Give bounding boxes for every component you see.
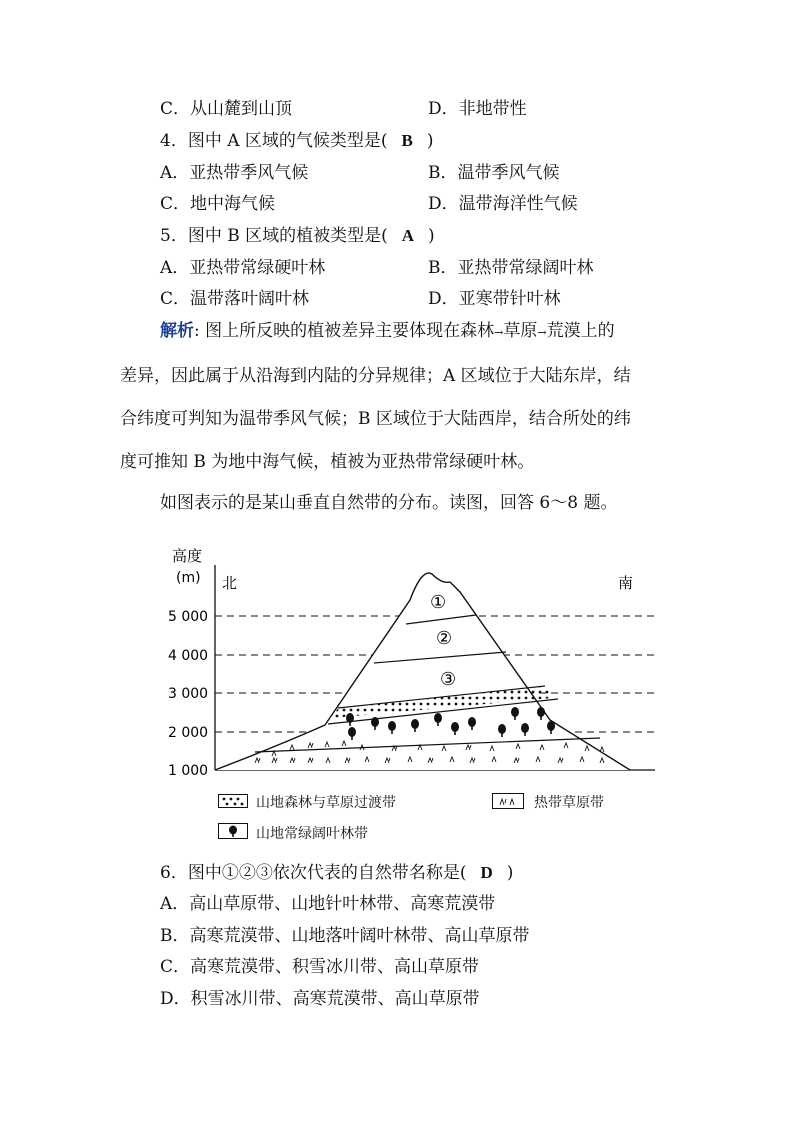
analysis-label: 解析 <box>160 321 194 341</box>
q5-option-b: B．亚热带常绿阔叶林 <box>428 258 594 278</box>
question-5: 5．图中 B 区域的植被类型是( A ) <box>160 226 435 246</box>
answer: A <box>401 226 415 245</box>
north-label: 北 <box>222 574 238 592</box>
question-6: 6．图中①②③依次代表的自然带名称是( D ) <box>160 863 514 883</box>
zone-2-label: ② <box>436 628 453 649</box>
analysis-line-4: 度可推知 B 为地中海气候，植被为亚热带常绿硬叶林。 <box>120 452 535 472</box>
tick-3000: 3 000 <box>168 686 209 702</box>
option-d: D．非地带性 <box>428 99 527 119</box>
q6-option-d: D．积雪冰川带、高寒荒漠带、高山草原带 <box>160 989 480 1009</box>
q4-option-a: A．亚热带季风气候 <box>160 163 309 183</box>
y-axis-label: 高度 <box>172 547 203 565</box>
q4-option-b: B．温带季风气候 <box>428 163 560 183</box>
intro-text: 如图表示的是某山垂直自然带的分布。读图，回答 6～8 题。 <box>160 493 618 513</box>
analysis-line-1: 解析: 图上所反映的植被差异主要体现在森林→草原→荒漠上的 <box>160 321 615 341</box>
legend-grassland-label: 热带草原带 <box>534 795 604 811</box>
q4-option-c: C．地中海气候 <box>160 194 276 214</box>
q4-option-d: D．温带海洋性气候 <box>428 194 578 214</box>
q5-option-d: D．亚寒带针叶林 <box>428 289 561 309</box>
south-label: 南 <box>618 574 634 592</box>
tick-4000: 4 000 <box>168 648 209 664</box>
answer: D <box>480 863 493 882</box>
legend-dots-swatch <box>218 794 248 808</box>
legend-grass-swatch <box>492 793 524 809</box>
tick-2000: 2 000 <box>168 725 209 741</box>
q5-option-a: A．亚热带常绿硬叶林 <box>160 258 326 278</box>
analysis-line-2: 差异，因此属于从沿海到内陆的分异规律；A 区域位于大陆东岸，结 <box>120 366 631 386</box>
analysis-line-3: 合纬度可判知为温带季风气候；B 区域位于大陆西岸，结合所处的纬 <box>120 409 631 429</box>
zone-1-label: ① <box>430 592 447 613</box>
option-c: C．从山麓到山顶 <box>160 99 293 119</box>
y-axis-unit: (m) <box>176 570 201 586</box>
mountain-zone-diagram <box>160 540 660 780</box>
tick-5000: 5 000 <box>168 609 209 625</box>
legend-tree-swatch <box>218 823 248 839</box>
question-4: 4．图中 A 区域的气候类型是( B ) <box>160 131 434 151</box>
tick-1000: 1 000 <box>168 763 209 779</box>
q6-option-a: A．高山草原带、山地针叶林带、高寒荒漠带 <box>160 894 496 914</box>
q6-option-c: C．高寒荒漠带、积雪冰川带、高山草原带 <box>160 957 480 977</box>
q6-option-b: B．高寒荒漠带、山地落叶阔叶林带、高山草原带 <box>160 926 530 946</box>
zone-3-label: ③ <box>440 669 457 690</box>
legend-forest-label: 山地常绿阔叶林带 <box>256 826 368 842</box>
legend-transition-label: 山地森林与草原过渡带 <box>256 795 396 811</box>
answer: B <box>401 131 413 150</box>
q5-option-c: C．温带落叶阔叶林 <box>160 289 310 309</box>
